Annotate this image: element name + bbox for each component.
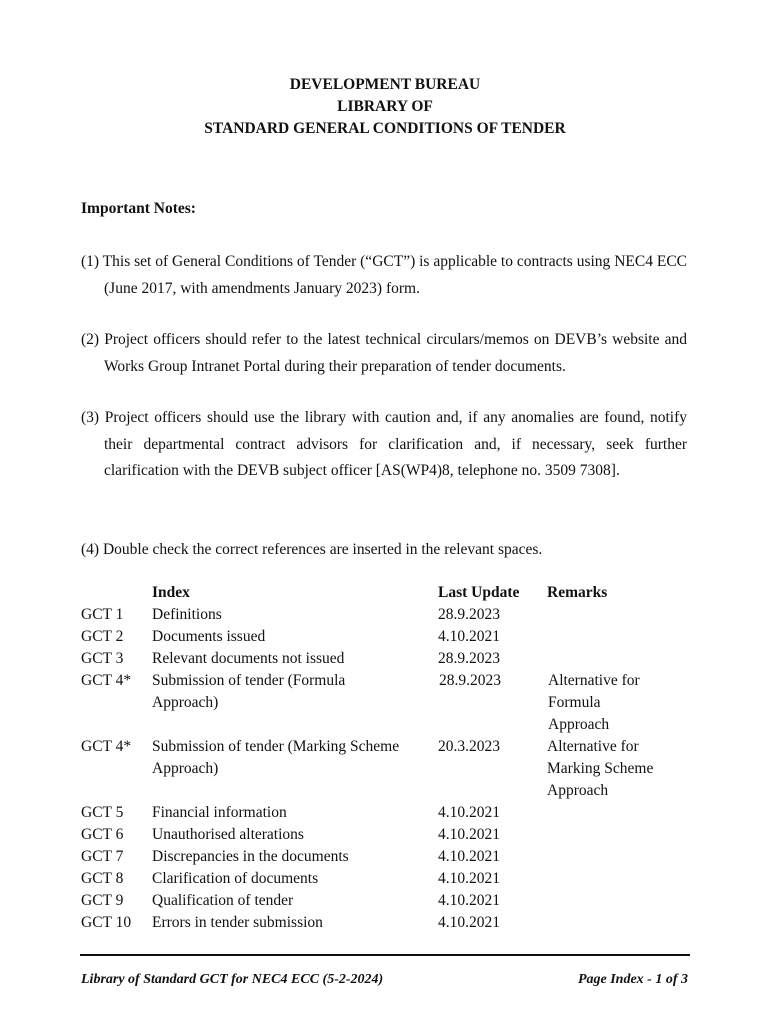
- row-remarks: [547, 890, 687, 912]
- row-remarks: [547, 736, 687, 802]
- row-index-line-2: Approach): [152, 760, 219, 777]
- row-ref: GCT 2: [81, 628, 124, 645]
- row-ref: GCT 4*: [81, 738, 132, 755]
- row-remarks-line-2: Formula: [548, 694, 601, 711]
- table-row: [81, 802, 701, 824]
- row-remarks: [547, 802, 687, 824]
- row-ref: GCT 4*: [81, 672, 132, 689]
- row-index: Qualification of tender: [152, 892, 294, 909]
- row-ref: GCT 5: [81, 804, 124, 821]
- header-last-update: Last Update: [438, 584, 520, 601]
- row-remarks-line-3: Approach: [548, 716, 610, 733]
- row-date: 4.10.2021: [438, 914, 500, 931]
- gct-index-table: [81, 582, 701, 934]
- table-row: [81, 648, 701, 670]
- header-index: Index: [152, 584, 190, 601]
- row-index: Errors in tender submission: [152, 914, 323, 931]
- row-remarks: [547, 824, 687, 846]
- table-row: [81, 868, 701, 890]
- footer-page-number: Page Index - 1 of 3: [577, 972, 688, 987]
- row-ref: GCT 8: [81, 870, 124, 887]
- row-remarks: [547, 626, 687, 648]
- row-index: Financial information: [152, 804, 287, 821]
- table-row: [81, 736, 701, 802]
- row-date: 4.10.2021: [438, 892, 500, 909]
- row-remarks: [547, 868, 687, 890]
- row-date: 4.10.2021: [438, 628, 500, 645]
- note-2-text: (2) Project officers should refer to the latest technical circulars/memos on DEVB’s website and Works Group Intranet Portal during their preparation of tender documents.: [81, 331, 687, 375]
- row-date: 20.3.2023: [438, 738, 500, 755]
- table-row: [81, 846, 701, 868]
- row-index: Clarification of documents: [152, 870, 319, 887]
- row-index-line-1: Submission of tender (Marking Scheme: [152, 738, 400, 755]
- title-line-3: STANDARD GENERAL CONDITIONS OF TENDER: [204, 120, 566, 137]
- table-row: [81, 670, 701, 736]
- table-header-row: [81, 582, 701, 604]
- note-1-text: (1) This set of General Conditions of Tender (“GCT”) is applicable to contracts using NEC4 ECC (June 2017, with amendments January 2023) form.: [81, 253, 687, 297]
- row-date: 28.9.2023: [438, 650, 500, 667]
- table-row: [81, 604, 701, 626]
- row-date: 28.9.2023: [439, 672, 501, 689]
- row-date: 4.10.2021: [438, 804, 500, 821]
- row-remarks-line-3: Approach: [547, 782, 609, 799]
- footer-divider: [80, 954, 690, 956]
- row-index: Documents issued: [152, 628, 266, 645]
- note-4: [81, 537, 687, 564]
- row-date: 28.9.2023: [438, 606, 500, 623]
- row-ref: GCT 10: [81, 914, 132, 931]
- note-3-text: (3) Project officers should use the library with caution and, if any anomalies are found, notify their departmental contract advisors for clarification and, if necessary, seek further clarification with the DEVB subject officer [AS(WP4)8, telephone no. 3509 7308].: [81, 409, 687, 479]
- row-index: Discrepancies in the documents: [152, 848, 349, 865]
- header-ref: [81, 582, 152, 604]
- notes-heading: Important Notes:: [81, 200, 196, 217]
- footer-document-title: Library of Standard GCT for NEC4 ECC (5-2-2024): [81, 972, 384, 987]
- note-4-text: (4) Double check the correct references are inserted in the relevant spaces.: [81, 541, 543, 558]
- row-remarks: [547, 912, 687, 934]
- row-date: 4.10.2021: [438, 870, 500, 887]
- note-1: [81, 249, 687, 302]
- row-index: Definitions: [152, 606, 222, 623]
- table-row: [81, 824, 701, 846]
- table-row: [81, 912, 701, 934]
- table-row: [81, 890, 701, 912]
- row-date: 4.10.2021: [438, 826, 500, 843]
- note-3: [81, 405, 687, 485]
- document-title: [0, 74, 770, 140]
- row-ref: GCT 7: [81, 848, 124, 865]
- title-line-1: DEVELOPMENT BUREAU: [289, 76, 481, 93]
- row-date: 4.10.2021: [438, 848, 500, 865]
- table-row: [81, 626, 701, 648]
- row-remarks: [547, 846, 687, 868]
- note-2: [81, 327, 687, 380]
- row-index-line-2: Approach): [152, 694, 219, 711]
- row-index-line-1: Submission of tender (Formula: [152, 672, 346, 689]
- row-remarks-line-2: Marking Scheme: [547, 760, 654, 777]
- row-remarks: [547, 604, 687, 626]
- row-ref: GCT 3: [81, 650, 124, 667]
- row-ref: GCT 9: [81, 892, 124, 909]
- row-remarks-line-1: Alternative for: [548, 672, 640, 689]
- row-remarks-line-1: Alternative for: [547, 738, 639, 755]
- header-remarks: Remarks: [547, 584, 608, 601]
- row-remarks: [548, 670, 688, 736]
- row-index: Relevant documents not issued: [152, 650, 345, 667]
- title-line-2: LIBRARY OF: [337, 98, 433, 115]
- row-index: [152, 736, 438, 802]
- row-index: Unauthorised alterations: [152, 826, 304, 843]
- row-ref: GCT 6: [81, 826, 124, 843]
- row-remarks: [547, 648, 687, 670]
- row-index: [152, 670, 438, 736]
- row-ref: GCT 1: [81, 606, 124, 623]
